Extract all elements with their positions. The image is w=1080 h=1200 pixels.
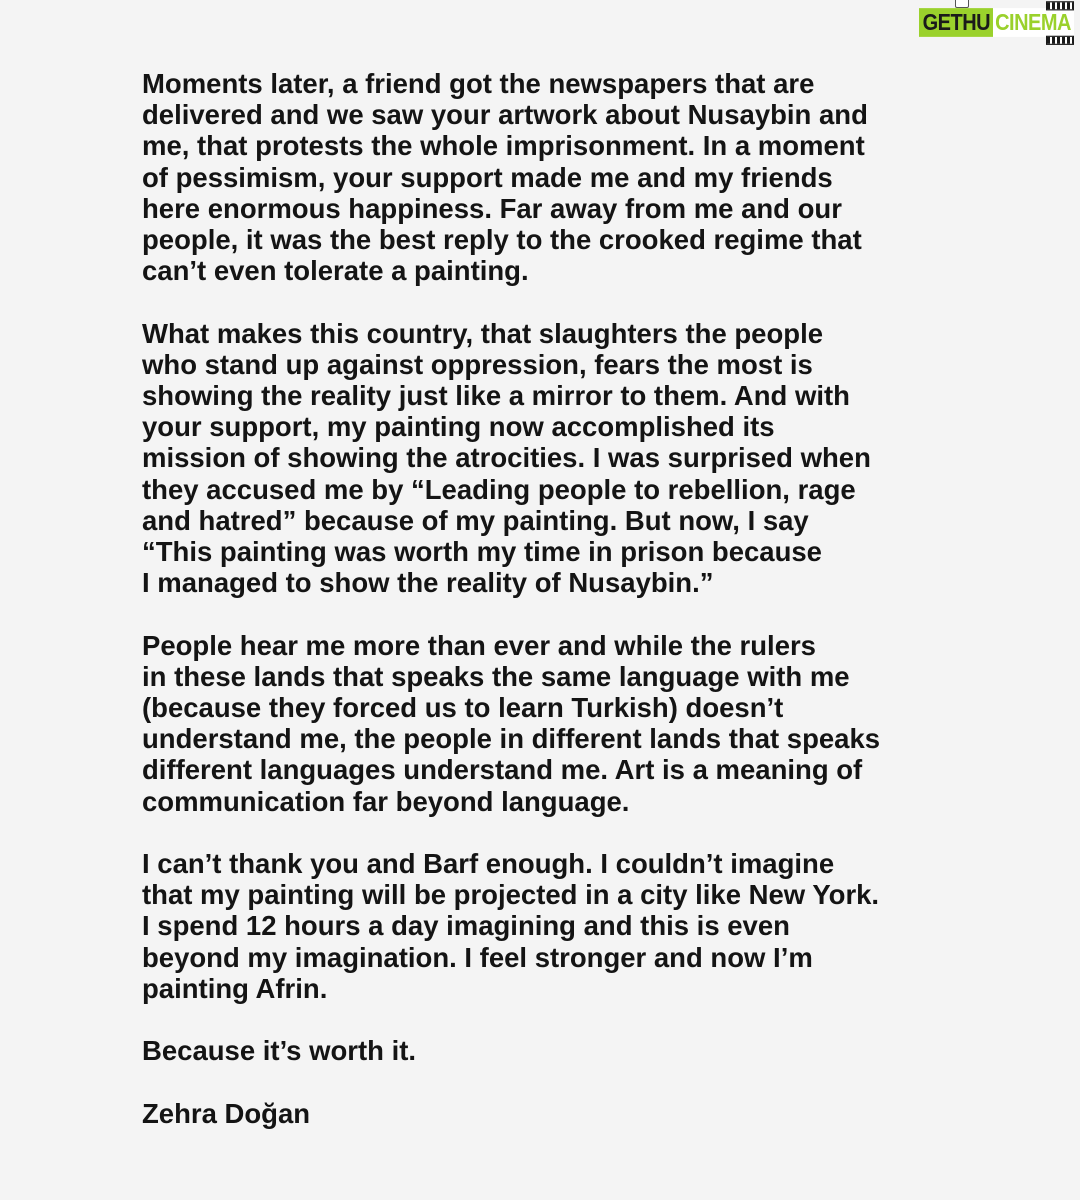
text-line: I can’t thank you and Barf enough. I couldn’t imagine xyxy=(142,848,835,880)
text-line: different languages understand me. Art is a meaning of xyxy=(142,754,863,786)
text-line: I spend 12 hours a day imagining and this is even xyxy=(142,910,790,942)
text-line: mission of showing the atrocities. I was surprised when xyxy=(142,442,871,474)
text-line: I managed to show the reality of Nusaybin.” xyxy=(142,567,714,599)
text-line: understand me, the people in different lands that speaks xyxy=(142,723,881,755)
text-line: of pessimism, your support made me and my friends xyxy=(142,161,833,193)
text-line: showing the reality just like a mirror to them. And with xyxy=(142,380,850,412)
paragraph xyxy=(142,848,1022,1004)
text-line: beyond my imagination. I feel stronger and now I’m xyxy=(142,941,813,973)
paragraph xyxy=(142,630,1022,817)
watermark-logo xyxy=(919,3,1074,41)
text-line: your support, my painting now accomplished its xyxy=(142,411,775,443)
text-line: Moments later, a friend got the newspapers that are xyxy=(142,68,815,99)
text-line: painting Afrin. xyxy=(142,972,328,1004)
text-line: delivered and we saw your artwork about Nusaybin and xyxy=(142,99,868,131)
text-line: What makes this country, that slaughters the people xyxy=(142,317,824,349)
paragraph xyxy=(142,1035,1022,1066)
text-line: they accused me by “Leading people to rebellion, rage xyxy=(142,473,856,505)
text-line: communication far beyond language. xyxy=(142,785,630,817)
text-line: “This painting was worth my time in prison because xyxy=(142,536,822,568)
text-line: people, it was the best reply to the crooked regime that xyxy=(142,224,862,256)
camera-icon xyxy=(955,0,969,8)
text-line: and hatred” because of my painting. But now, I say xyxy=(142,504,809,536)
text-line: can’t even tolerate a painting. xyxy=(142,255,529,287)
text-line: here enormous happiness. Far away from me and our xyxy=(142,192,842,224)
watermark-text-part1: GETHU xyxy=(919,8,994,37)
text-line: who stand up against oppression, fears the most is xyxy=(142,348,813,380)
watermark-text-part2 xyxy=(993,8,1074,37)
signature xyxy=(142,1098,1022,1129)
text-line: that my painting will be projected in a city like New York. xyxy=(142,879,880,911)
text-line: Because it’s worth it. xyxy=(142,1035,417,1067)
film-strip-icon xyxy=(1046,1,1074,10)
paragraph xyxy=(142,68,1022,286)
letter-body xyxy=(142,68,1022,1129)
text-line: in these lands that speaks the same language with me xyxy=(142,660,850,692)
text-line: me, that protests the whole imprisonment. In a moment xyxy=(142,130,865,162)
paragraph xyxy=(142,318,1022,599)
signature-name: Zehra Doğan xyxy=(142,1097,311,1129)
text-line: (because they forced us to learn Turkish) doesn’t xyxy=(142,692,784,724)
film-strip-icon xyxy=(1046,35,1074,44)
watermark-text-part2-label: CINEMA xyxy=(995,9,1071,36)
text-line: People hear me more than ever and while the rulers xyxy=(142,629,816,661)
